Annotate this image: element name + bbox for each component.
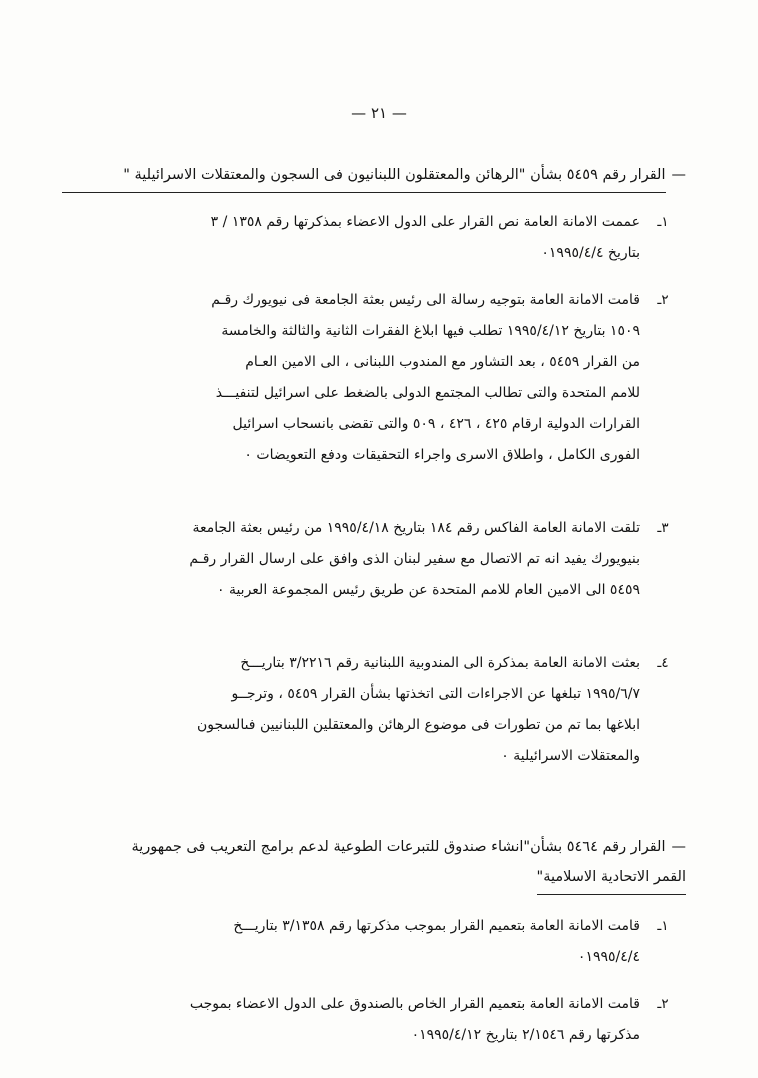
line: قامت الامانة العامة بتوجيه رسالة الى رئيس بعثة الجامعة فى نيويورك رقـم — [211, 292, 640, 308]
list-item-body — [62, 207, 640, 269]
list-item — [62, 911, 686, 973]
line: ١٩٩٥/٦/٧ تبلغها عن الاجراءات التى اتخذتها بشأن القرار ٥٤٥٩ ، وترجــو — [231, 686, 640, 702]
heading-text-line-1: القرار رقم ٥٤٦٤ بشأن"انشاء صندوق للتبرعات الطوعية لدعم برامج التعريب فى جمهورية — [131, 839, 666, 855]
spacer — [62, 622, 686, 648]
list-item-body — [62, 911, 640, 973]
line: مذكرتها رقم ٢/١٥٤٦ بتاريخ ٠١٩٩٥/٤/١٢ — [411, 1027, 640, 1043]
line: قامت الامانة العامة بتعميم القرار بموجب مذكرتها رقم ٣/١٣٥٨ بتاريـــخ — [233, 918, 640, 934]
spacer — [62, 487, 686, 513]
list-item-marker: ٢ـ — [657, 996, 669, 1012]
list-item-marker: ٤ـ — [657, 655, 669, 671]
line: تلقت الامانة العامة الفاكس رقم ١٨٤ بتاريخ ١٩٩٥/٤/١٨ من رئيس بعثة الجامعة — [192, 520, 640, 536]
heading-text: القرار رقم ٥٤٥٩ بشأن "الرهائن والمعتقلون اللبنانيون فى السجون والمعتقلات الاسرائيلية " — [62, 160, 666, 193]
section-heading — [62, 832, 686, 895]
line: ٠١٩٩٥/٤/٤ — [577, 949, 640, 965]
list-item-marker: ٢ـ — [657, 292, 669, 308]
page-number: — ٢١ — — [351, 104, 407, 122]
list-item — [62, 285, 686, 471]
line: قامت الامانة العامة بتعميم القرار الخاص بالصندوق على الدول الاعضاء بموجب — [189, 996, 640, 1012]
heading-dash: — — [671, 839, 686, 855]
line: بتاريخ ٠١٩٩٥/٤/٤ — [541, 245, 640, 261]
heading-dash: — — [671, 167, 686, 183]
list-item — [62, 989, 686, 1051]
line: ١٥٠٩ بتاريخ ١٩٩٥/٤/١٢ تطلب فيها ابلاغ الفقرات الثانية والثالثة والخامسة — [221, 323, 640, 339]
section-resolution-5464 — [62, 832, 686, 1051]
heading-row-1 — [62, 832, 686, 862]
spacer — [62, 788, 686, 832]
list-item-body — [62, 285, 640, 471]
document-body — [62, 160, 686, 1067]
line: والمعتقلات الاسرائيلية ٠ — [501, 748, 640, 764]
heading-text-line-2: القمر الاتحادية الاسلامية" — [537, 862, 686, 895]
line: بنيويورك يفيد انه تم الاتصال مع سفير لبنان الذى وافق على ارسال القرار رقـم — [189, 551, 640, 567]
heading-row-2 — [62, 862, 686, 895]
section-heading — [62, 160, 686, 193]
line: ابلاغها بما تم من تطورات فى موضوع الرهائن والمعتقلين اللبنانيين فىالسجون — [197, 717, 640, 733]
list-item-marker: ١ـ — [657, 918, 669, 934]
list-item — [62, 207, 686, 269]
list-item-marker: ٣ـ — [657, 520, 669, 536]
list-item-body — [62, 513, 640, 606]
list-item-body — [62, 989, 640, 1051]
list-item-marker: ١ـ — [657, 214, 669, 230]
line: بعثت الامانة العامة بمذكرة الى المندوبية اللبنانية رقم ٣/٢٢١٦ بتاريـــخ — [240, 655, 640, 671]
line: ٥٤٥٩ الى الامين العام للامم المتحدة عن طريق رئيس المجموعة العربية ٠ — [216, 582, 640, 598]
line: للامم المتحدة والتى تطالب المجتمع الدولى بالضغط على اسرائيل لتنفيـــذ — [215, 385, 640, 401]
list-item-body — [62, 648, 640, 772]
line: الفورى الكامل ، واطلاق الاسرى واجراء التحقيقات ودفع التعويضات ٠ — [244, 447, 640, 463]
line: من القرار ٥٤٥٩ ، بعد التشاور مع المندوب اللبنانى ، الى الامين العـام — [245, 354, 640, 370]
list-item — [62, 648, 686, 772]
section-resolution-5459 — [62, 160, 686, 772]
line: القرارات الدولية ارقام ٤٢٥ ، ٤٢٦ ، ٥٠٩ والتى تقضى بانسحاب اسرائيل — [232, 416, 640, 432]
list-item — [62, 513, 686, 606]
line: عممت الامانة العامة نص القرار على الدول الاعضاء بمذكرتها رقم ١٣٥٨ / ٣ — [210, 214, 640, 230]
